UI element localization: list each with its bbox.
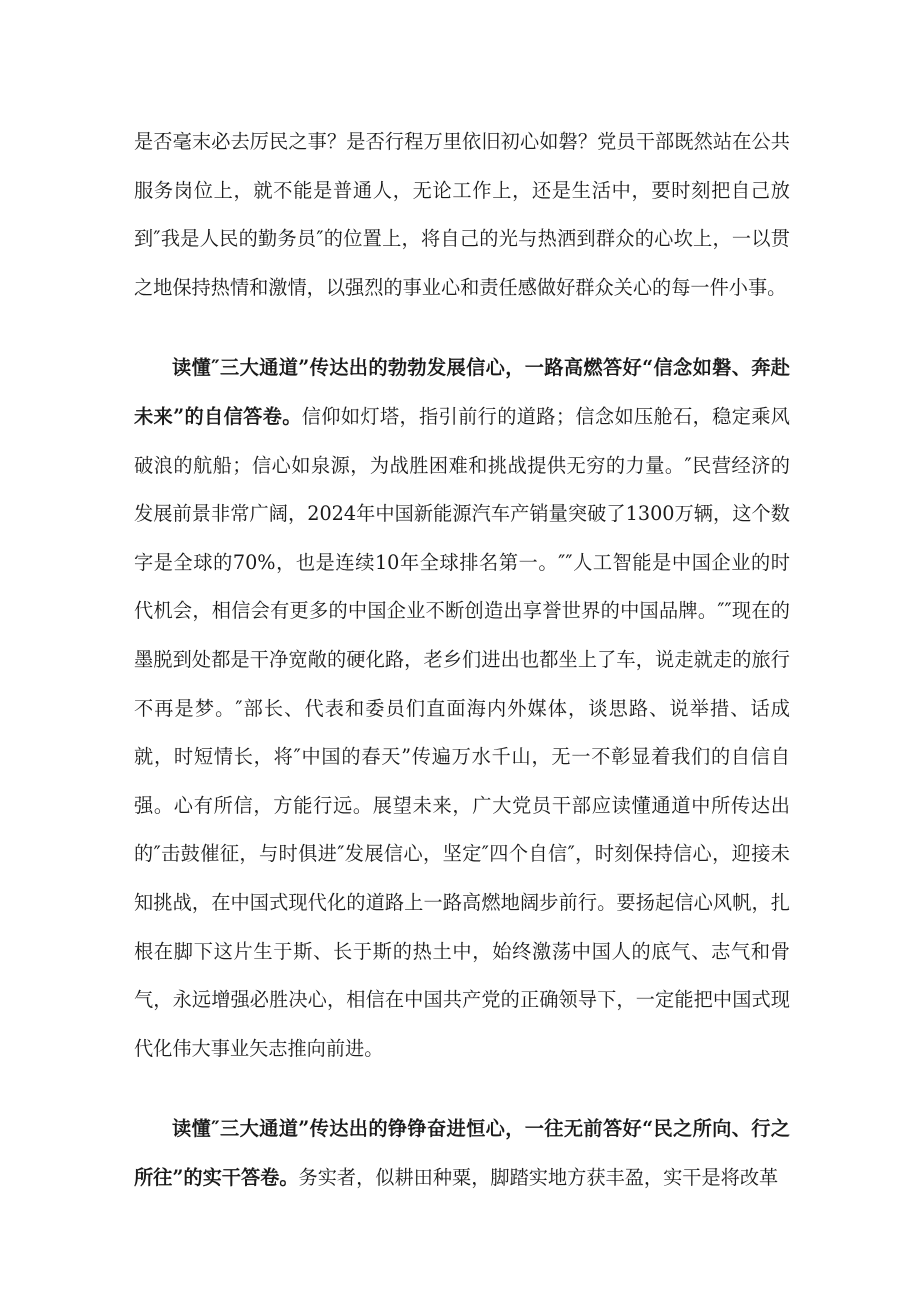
paragraph-3-body: 务实者，似耕田种粟，脚踏实地方获丰盈，实干是将改革	[298, 1165, 779, 1189]
paragraph-1-body: 是否毫末必去厉民之事？是否行程万里依旧初心如磐？党员干部既然站在公共服务岗位上，就不能是普通人，无论工作上，还是生活中，要时刻把自己放到″我是人民的勤务员″的位置上，将自己的光与热洒到群众的心坎上，一以贯之地保持热情和激情，以强烈的事业心和责任感做好群众关心的每一件小事。	[134, 130, 790, 299]
paragraph-3	[134, 1105, 790, 1202]
paragraph-2	[134, 344, 790, 1073]
paragraph-2-lead: 读懂″三大通道”传达出的勃勃发展信心，一路高燃答好“信念如磐、奔赴未来”的自信答卷。	[134, 356, 790, 428]
paragraph-2-body: 信仰如灯塔，指引前行的道路；信念如压舱石，稳定乘风破浪的航船；信心如泉源，为战胜困难和挑战提供无穷的力量。″民营经济的发展前景非常广阔，2024年中国新能源汽车产销量突破了1300万辆，这个数字是全球的70%，也是连续10年全球排名第一。″″人工智能是中国企业的时代机会，相信会有更多的中国企业不断创造出享誉世界的中国品牌。″″现在的墨脱到处都是干净宽敞的硬化路，老乡们进出也都坐上了车，说走就走的旅行不再是梦。″部长、代表和委员们直面海内外媒体，谈思路、说举措、话成就，时短情长，将″中国的春天”传遍万水千山，无一不彰显着我们的自信自强。心有所信，方能行远。展望未来，广大党员干部应读懂通道中所传达出的″击鼓催征，与时俱进″发展信心，坚定″四个自信″，时刻保持信心，迎接未知挑战，在中国式现代化的道路上一路高燃地阔步前行。要扬起信心风帆，扎根在脚下这片生于斯、长于斯的热土中，始终激荡中国人的底气、志气和骨气，永远增强必胜决心，相信在中国共产党的正确领导下，一定能把中国式现代化伟大事业矢志推向前进。	[134, 404, 790, 1060]
paragraph-3-lead: 读懂″三大通道”传达出的铮铮奋进恒心，一往无前答好“民之所向、行之所往”的实干答卷。	[134, 1117, 790, 1189]
paragraph-1	[134, 118, 790, 312]
document-page	[134, 118, 790, 1202]
